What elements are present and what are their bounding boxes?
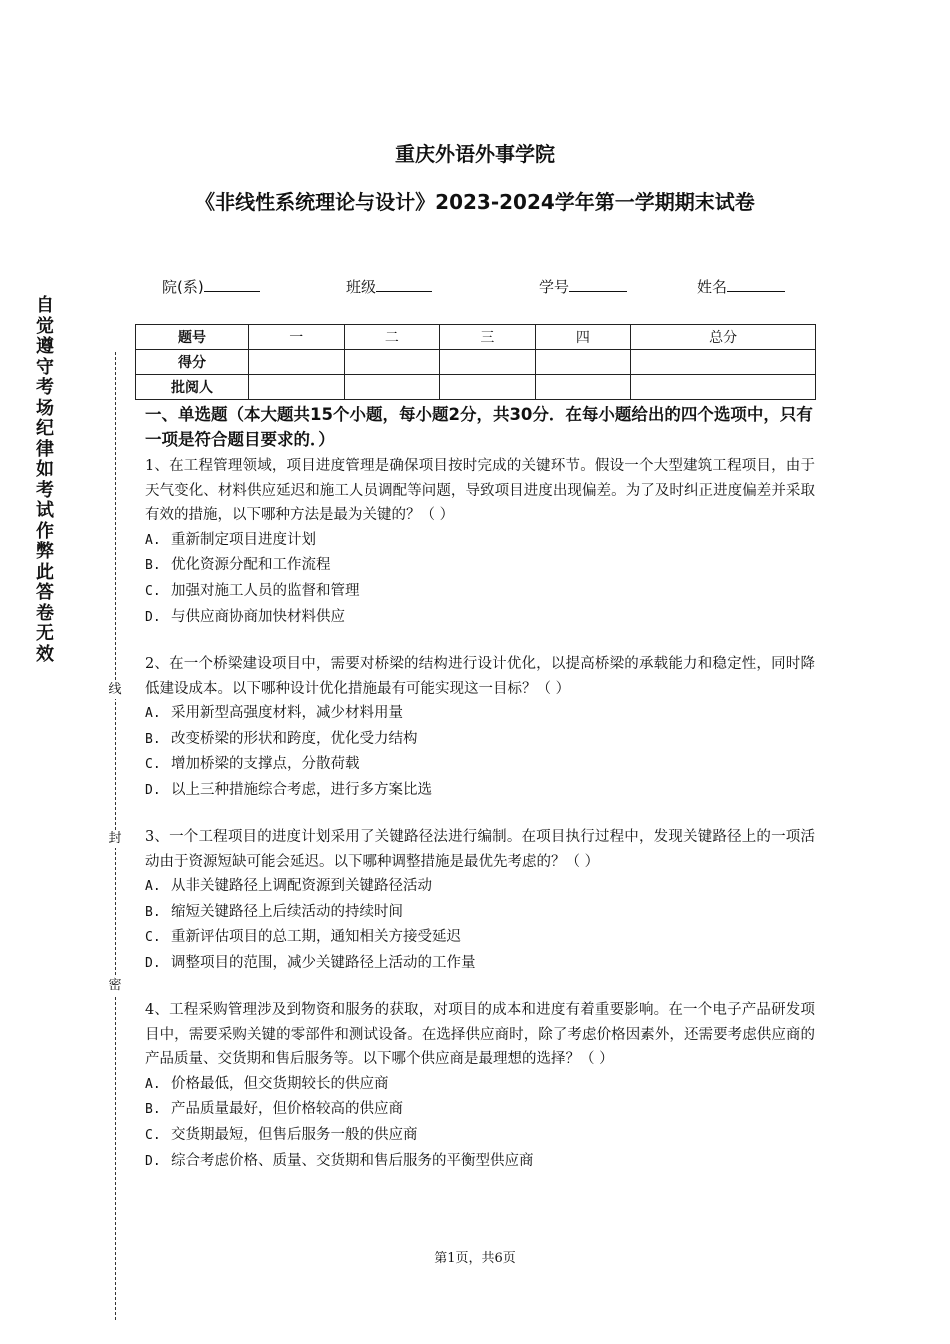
question-4: [145, 998, 815, 1174]
grader-cell[interactable]: [631, 375, 816, 400]
grader-row-label: 批阅人: [136, 375, 249, 400]
class-field[interactable]: [346, 276, 432, 297]
option-b[interactable]: B. 产品质量最好，但价格较高的供应商: [145, 1101, 403, 1118]
col-header: 总分: [631, 325, 816, 350]
margin-mark-line: 线: [106, 681, 124, 699]
exam-title: 《非线性系统理论与设计》2023-2024学年第一学期期末试卷: [195, 190, 755, 214]
grader-cell[interactable]: [535, 375, 631, 400]
side-notice: 自 觉 遵 守 考 场 纪 律 如 考 试 作 弊 此 答 卷 无 效: [36, 295, 54, 665]
name-field[interactable]: [697, 276, 785, 297]
question-1: [145, 454, 815, 630]
option-c[interactable]: C. 增加桥梁的支撑点，分散荷载: [145, 756, 360, 773]
class-blank[interactable]: [376, 277, 432, 292]
option-a[interactable]: A. 从非关键路径上调配资源到关键路径活动: [145, 878, 432, 895]
question-number-label: 题号: [136, 325, 249, 350]
student-id-label: 学号: [539, 278, 570, 296]
section-heading: 一、单选题（本大题共15个小题，每小题2分，共30分．在每小题给出的四个选项中，只有一项是符合题目要求的．）: [145, 405, 813, 449]
question-stem: 3、一个工程项目的进度计划采用了关键路径法进行编制。在项目执行过程中，发现关键路径上的一项活动由于资源短缺可能会延迟。以下哪种调整措施是最优先考虑的？（ ）: [145, 829, 815, 870]
grader-cell[interactable]: [440, 375, 536, 400]
school-name: 重庆外语外事学院: [395, 142, 555, 166]
department-label: 院(系): [162, 278, 204, 296]
page-number: 第1页，共6页: [434, 1251, 516, 1266]
score-row-label: 得分: [136, 350, 249, 375]
score-cell[interactable]: [249, 350, 345, 375]
name-label: 姓名: [697, 278, 728, 296]
grader-cell[interactable]: [249, 375, 345, 400]
score-table: [135, 324, 816, 400]
grader-row: [136, 375, 816, 400]
question-2: [145, 652, 815, 804]
score-row: [136, 350, 816, 375]
option-d[interactable]: D. 与供应商协商加快材料供应: [145, 608, 345, 625]
option-a[interactable]: A. 采用新型高强度材料，减少材料用量: [145, 705, 403, 722]
col-header: 三: [440, 325, 536, 350]
question-stem: 2、在一个桥梁建设项目中，需要对桥梁的结构进行设计优化，以提高桥梁的承载能力和稳定性，同时降低建设成本。以下哪种设计优化措施最有可能实现这一目标？（ ）: [145, 656, 815, 697]
option-d[interactable]: D. 以上三种措施综合考虑，进行多方案比选: [145, 781, 432, 798]
name-blank[interactable]: [727, 277, 785, 292]
question-3: [145, 825, 815, 977]
option-c[interactable]: C. 交货期最短，但售后服务一般的供应商: [145, 1126, 418, 1143]
margin-mark-seal: 封: [106, 830, 124, 848]
option-d[interactable]: D. 调整项目的范围，减少关键路径上活动的工作量: [145, 954, 476, 971]
option-c[interactable]: C. 重新评估项目的总工期，通知相关方接受延迟: [145, 929, 461, 946]
class-label: 班级: [346, 278, 377, 296]
col-header: 四: [535, 325, 631, 350]
option-b[interactable]: B. 改变桥梁的形状和跨度，优化受力结构: [145, 730, 418, 747]
score-cell[interactable]: [631, 350, 816, 375]
student-id-blank[interactable]: [569, 277, 627, 292]
student-id-field[interactable]: [539, 276, 627, 297]
score-cell[interactable]: [440, 350, 536, 375]
score-table-header-row: [136, 325, 816, 350]
margin-mark-secret: 密: [106, 977, 124, 995]
grader-cell[interactable]: [344, 375, 440, 400]
question-stem: 4、工程采购管理涉及到物资和服务的获取，对项目的成本和进度有着重要影响。在一个电子产品研发项目中，需要采购关键的零部件和测试设备。在选择供应商时，除了考虑价格因素外，还需要考虑供应商的产品质量、交货期和售后服务等。以下哪个供应商是最理想的选择？（ ）: [145, 1002, 815, 1068]
option-b[interactable]: B. 缩短关键路径上后续活动的持续时间: [145, 903, 403, 920]
col-header: 一: [249, 325, 345, 350]
question-stem: 1、在工程管理领域，项目进度管理是确保项目按时完成的关键环节。假设一个大型建筑工程项目，由于天气变化、材料供应延迟和施工人员调配等问题，导致项目进度出现偏差。为了及时纠正进度偏差并采取有效的措施，以下哪种方法是最为关键的？（ ）: [145, 458, 815, 524]
col-header: 二: [344, 325, 440, 350]
option-d[interactable]: D. 综合考虑价格、质量、交货期和售后服务的平衡型供应商: [145, 1152, 534, 1169]
score-cell[interactable]: [344, 350, 440, 375]
score-cell[interactable]: [535, 350, 631, 375]
option-b[interactable]: B. 优化资源分配和工作流程: [145, 557, 331, 574]
department-blank[interactable]: [204, 277, 260, 292]
department-field[interactable]: [162, 276, 260, 297]
option-c[interactable]: C. 加强对施工人员的监督和管理: [145, 582, 360, 599]
option-a[interactable]: A. 价格最低，但交货期较长的供应商: [145, 1075, 389, 1092]
option-a[interactable]: A. 重新制定项目进度计划: [145, 531, 316, 548]
